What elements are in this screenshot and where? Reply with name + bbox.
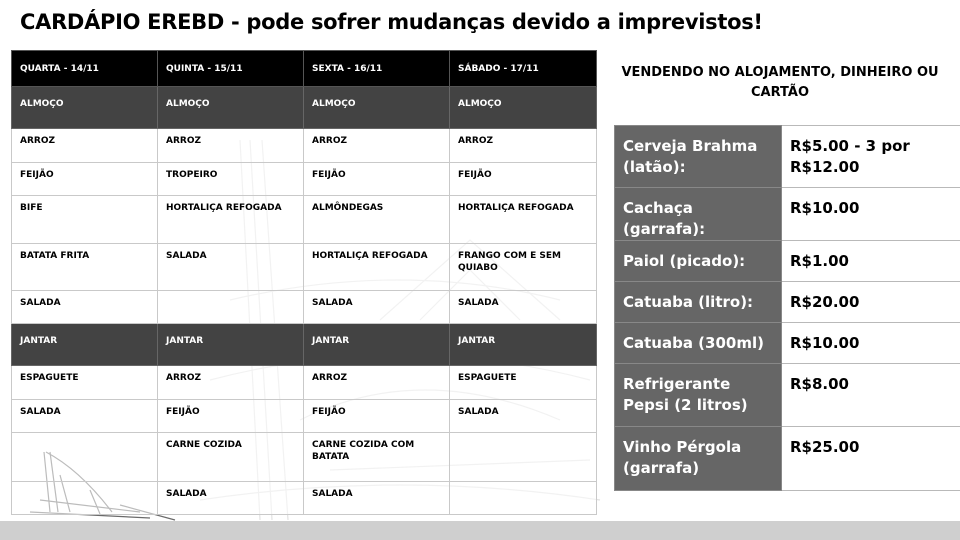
- menu-cell: FEIJÃO: [12, 163, 158, 196]
- item-name: Catuaba (litro):: [615, 282, 782, 323]
- menu-cell: ARROZ: [304, 366, 450, 400]
- menu-cell: SALADA: [304, 291, 450, 324]
- menu-cell: SALADA: [450, 291, 597, 324]
- item-price: R$10.00: [782, 188, 960, 241]
- table-row: [12, 400, 597, 433]
- item-name: Catuaba (300ml): [615, 323, 782, 364]
- menu-cell: FEIJÃO: [158, 400, 304, 433]
- bottom-band: [0, 521, 960, 540]
- item-price: R$25.00: [782, 427, 960, 491]
- menu-cell: [12, 482, 158, 515]
- table-row: [12, 163, 597, 196]
- menu-cell: ALMÔNDEGAS: [304, 196, 450, 244]
- item-price: R$20.00: [782, 282, 960, 323]
- page-title: CARDÁPIO EREBD - pode sofrer mudanças devido a imprevistos!: [20, 10, 763, 34]
- menu-cell: FEIJÃO: [304, 400, 450, 433]
- section-label: JANTAR: [12, 324, 158, 366]
- day-header: SEXTA - 16/11: [304, 51, 450, 87]
- menu-cell: ESPAGUETE: [450, 366, 597, 400]
- price-row: [615, 188, 960, 241]
- sales-heading: VENDENDO NO ALOJAMENTO, DINHEIRO OU CARTÃO: [621, 65, 939, 100]
- menu-cell: SALADA: [12, 400, 158, 433]
- item-price: R$8.00: [782, 364, 960, 427]
- price-row: [615, 126, 960, 188]
- table-row: [12, 129, 597, 163]
- menu-cell: BIFE: [12, 196, 158, 244]
- item-name: Cachaça (garrafa):: [615, 188, 782, 241]
- dinner-section-row: [12, 324, 597, 366]
- menu-cell: [158, 291, 304, 324]
- menu-cell: BATATA FRITA: [12, 244, 158, 291]
- menu-cell: ARROZ: [304, 129, 450, 163]
- item-name: Cerveja Brahma (latão):: [615, 126, 782, 188]
- menu-cell: ARROZ: [158, 366, 304, 400]
- table-row: [12, 482, 597, 515]
- table-row: [12, 196, 597, 244]
- section-label: JANTAR: [304, 324, 450, 366]
- item-name: Vinho Pérgola (garrafa): [615, 427, 782, 491]
- menu-cell: CARNE COZIDA COM BATATA: [304, 433, 450, 482]
- menu-cell: FEIJÃO: [450, 163, 597, 196]
- section-label: ALMOÇO: [12, 87, 158, 129]
- menu-cell: SALADA: [304, 482, 450, 515]
- section-label: JANTAR: [450, 324, 597, 366]
- day-header-row: [12, 51, 597, 87]
- section-label: JANTAR: [158, 324, 304, 366]
- price-row: [615, 427, 960, 491]
- day-header: QUINTA - 15/11: [158, 51, 304, 87]
- item-price: R$10.00: [782, 323, 960, 364]
- day-header: QUARTA - 14/11: [12, 51, 158, 87]
- menu-cell: SALADA: [158, 244, 304, 291]
- menu-cell: FRANGO COM E SEM QUIABO: [450, 244, 597, 291]
- price-row: [615, 241, 960, 282]
- menu-cell: ARROZ: [450, 129, 597, 163]
- menu-cell: SALADA: [12, 291, 158, 324]
- item-price: R$1.00: [782, 241, 960, 282]
- item-name: Paiol (picado):: [615, 241, 782, 282]
- day-header: SÁBADO - 17/11: [450, 51, 597, 87]
- table-row: [12, 291, 597, 324]
- menu-cell: HORTALIÇA REFOGADA: [158, 196, 304, 244]
- menu-cell: HORTALIÇA REFOGADA: [304, 244, 450, 291]
- section-label: ALMOÇO: [304, 87, 450, 129]
- menu-cell: ARROZ: [12, 129, 158, 163]
- lunch-section-row: [12, 87, 597, 129]
- menu-cell: [12, 433, 158, 482]
- price-table: [614, 125, 960, 491]
- item-price: R$5.00 - 3 por R$12.00: [782, 126, 960, 188]
- menu-cell: CARNE COZIDA: [158, 433, 304, 482]
- table-row: [12, 244, 597, 291]
- price-row: [615, 282, 960, 323]
- item-name: Refrigerante Pepsi (2 litros): [615, 364, 782, 427]
- menu-cell: ARROZ: [158, 129, 304, 163]
- section-label: ALMOÇO: [450, 87, 597, 129]
- menu-table: [11, 50, 597, 515]
- menu-cell: HORTALIÇA REFOGADA: [450, 196, 597, 244]
- menu-cell: TROPEIRO: [158, 163, 304, 196]
- menu-cell: ESPAGUETE: [12, 366, 158, 400]
- table-row: [12, 366, 597, 400]
- price-row: [615, 364, 960, 427]
- section-label: ALMOÇO: [158, 87, 304, 129]
- menu-cell: [450, 433, 597, 482]
- menu-cell: SALADA: [450, 400, 597, 433]
- menu-cell: SALADA: [158, 482, 304, 515]
- menu-cell: [450, 482, 597, 515]
- price-row: [615, 323, 960, 364]
- table-row: [12, 433, 597, 482]
- menu-cell: FEIJÃO: [304, 163, 450, 196]
